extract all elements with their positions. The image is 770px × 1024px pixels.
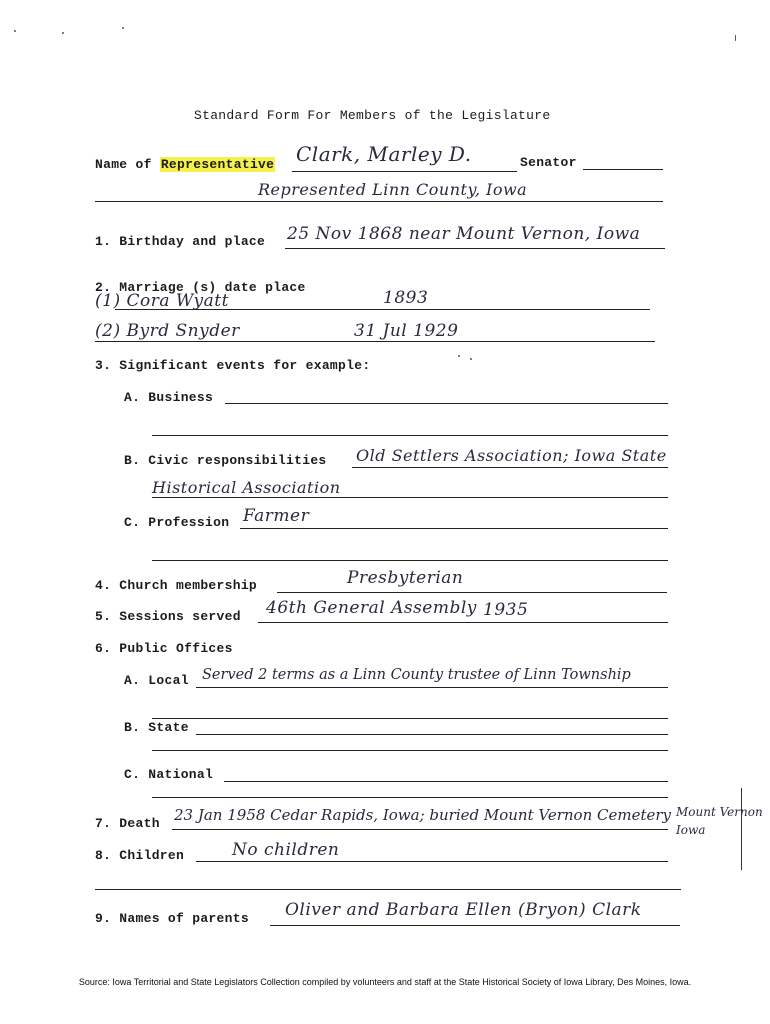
handwritten-birthday: 25 Nov 1868 near Mount Vernon, Iowa [287,224,641,244]
handwritten-marriage1-date: 1893 [383,288,429,308]
handwritten-parents: Oliver and Barbara Ellen (Bryon) Clark [285,900,642,920]
form-title: Standard Form For Members of the Legislature [194,108,551,123]
national-line [224,781,668,782]
name-label [95,157,275,172]
church-line [277,592,667,593]
handwritten-death-margin: Mount Vernon Iowa [676,805,763,837]
local-line-2 [152,718,668,719]
parents-line [270,925,680,926]
handwritten-church: Presbyterian [347,568,464,588]
death-line [172,829,668,830]
q2-label: 2. Marriage (s) date place [95,280,306,295]
birthday-line [285,248,665,249]
profession-line [240,528,668,529]
handwritten-local-office: Served 2 terms as a Linn County trustee of Linn Township [202,667,631,683]
q6a-label: A. Local [124,673,189,688]
name-line [292,171,517,172]
handwritten-sessions: 46th General Assembly [266,598,477,618]
civic-line [352,467,668,468]
q9-label: 9. Names of parents [95,911,249,926]
scan-speck [458,355,460,357]
q8-label: 8. Children [95,848,185,863]
q3c-label: C. Profession [124,515,230,530]
handwritten-death: 23 Jan 1958 Cedar Rapids, Iowa; buried Mount Vernon Cemetery [174,806,672,824]
represented-line [95,201,663,202]
handwritten-civic-line1: Old Settlers Association; Iowa State [356,446,667,465]
handwritten-marriage2-date: 31 Jul 1929 [354,321,459,341]
margin-mark [741,788,742,870]
children-line [196,861,668,862]
q6-label: 6. Public Offices [95,641,233,656]
q5-label: 5. Sessions served [95,609,241,624]
scan-speck [122,27,124,29]
marriage1-line [115,309,650,310]
profession-line-2 [152,560,668,561]
representative-label: Representative [160,157,275,172]
q4-label: 4. Church membership [95,578,258,593]
sessions-line [258,622,668,623]
handwritten-name: Clark, Marley D. [296,142,472,166]
handwritten-profession: Farmer [243,506,310,526]
marriage2-line [95,341,655,342]
handwritten-sessions-year: 1935 [483,600,529,620]
q1-label: 1. Birthday and place [95,234,266,249]
handwritten-civic-line2: Historical Association [152,478,341,497]
business-line [225,403,668,404]
handwritten-children: No children [232,840,340,860]
scan-speck [470,358,472,360]
source-caption: Source: Iowa Territorial and State Legislators Collection compiled by volunteers and staff at the State Historical Society of Iowa Library, Des Moines, Iowa. [78,977,692,987]
scan-speck [735,35,736,41]
senator-label: Senator [520,155,577,170]
scan-speck [14,30,16,32]
q6b-label: B. State [124,720,189,735]
senator-line [583,169,663,170]
business-line-2 [152,435,668,436]
children-line-2 [95,889,681,890]
state-line-2 [152,750,668,751]
handwritten-represented: Represented Linn County, Iowa [258,180,528,199]
national-line-2 [152,797,668,798]
q7-label: 7. Death [95,816,160,831]
scan-speck [62,32,64,34]
handwritten-marriage1-name: (1) Cora Wyatt [95,291,229,311]
q6c-label: C. National [124,767,214,782]
local-line [196,687,668,688]
state-line [196,734,668,735]
q3b-label: B. Civic responsibilities [124,453,327,468]
handwritten-marriage2-name: (2) Byrd Snyder [95,321,240,341]
civic-line-2 [152,497,668,498]
q3a-label: A. Business [124,390,214,405]
q3-label: 3. Significant events for example: [95,358,371,373]
name-of-label: Name of [95,157,152,172]
